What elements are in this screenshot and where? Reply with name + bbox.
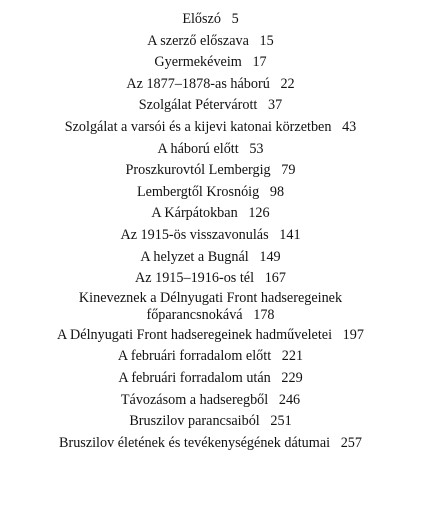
toc-entry-title: A szerző előszava xyxy=(147,32,249,49)
toc-entry-title: Bruszilov parancsaiból xyxy=(129,413,260,430)
toc-entry-page: 229 xyxy=(281,369,303,386)
table-of-contents xyxy=(0,9,421,454)
toc-entry xyxy=(0,268,421,290)
toc-entry-page: 5 xyxy=(231,11,239,27)
toc-entry xyxy=(0,74,421,96)
toc-entry xyxy=(0,390,421,412)
toc-entry-title: A februári forradalom után xyxy=(118,369,271,386)
toc-entry-title-line2: főparancsnokává xyxy=(146,306,243,323)
toc-entry-title: A háború előtt xyxy=(157,140,239,157)
toc-entry xyxy=(0,117,421,139)
toc-entry xyxy=(0,203,421,225)
toc-entry-title: Lembergtől Krosnóig xyxy=(136,183,260,200)
toc-entry-page: 37 xyxy=(268,97,283,114)
toc-entry xyxy=(0,325,421,347)
toc-entry xyxy=(0,95,421,117)
toc-entry-page: 221 xyxy=(281,348,304,365)
toc-entry-page: 43 xyxy=(342,118,357,135)
toc-entry xyxy=(0,52,421,74)
toc-entry-page: 22 xyxy=(280,75,295,92)
toc-entry-title: Bruszilov életének és tevékenységének dátumai xyxy=(59,434,331,451)
toc-entry xyxy=(0,433,421,455)
toc-entry-page: 53 xyxy=(249,140,264,157)
toc-entry-page: 251 xyxy=(270,413,292,430)
toc-entry-title: Proszkurovtól Lembergig xyxy=(125,162,271,179)
toc-entry-page: 17 xyxy=(252,54,267,71)
toc-entry-title: Távozásom a hadseregből xyxy=(120,391,269,408)
toc-entry-title: A februári forradalom előtt xyxy=(117,348,272,365)
toc-entry-page: 246 xyxy=(278,391,301,408)
toc-entry-page: 126 xyxy=(248,205,270,222)
toc-entry-title: Az 1877–1878-as háború xyxy=(126,75,270,92)
toc-entry xyxy=(0,160,421,182)
toc-entry xyxy=(0,247,421,269)
toc-entry xyxy=(0,139,421,161)
toc-entry xyxy=(0,346,421,368)
toc-entry-title: Az 1915-ös visszavonulás xyxy=(120,226,269,243)
toc-entry-page: 167 xyxy=(264,270,286,287)
toc-entry xyxy=(0,182,421,204)
toc-entry-page: 149 xyxy=(259,248,281,265)
toc-entry-page: 79 xyxy=(281,162,296,179)
toc-entry-page: 178 xyxy=(253,306,275,323)
toc-entry-page: 98 xyxy=(269,183,285,200)
toc-entry-page: 141 xyxy=(279,226,301,243)
toc-entry xyxy=(0,9,421,31)
toc-entry-title: Gyermekéveim xyxy=(154,54,242,71)
toc-entry-title: A Délnyugati Front hadseregeinek hadműveletei xyxy=(57,326,333,343)
toc-entry-title: A helyzet a Bugnál xyxy=(140,248,249,265)
toc-entry-title: A Kárpátokban xyxy=(151,205,238,222)
toc-entry xyxy=(0,368,421,390)
toc-entry-title: Kineveznek a Délnyugati Front hadseregeinek xyxy=(78,289,343,306)
toc-entry-title: Előszó xyxy=(182,11,221,27)
toc-entry xyxy=(0,225,421,247)
toc-entry xyxy=(0,31,421,53)
toc-entry-title: Szolgálat Pétervárott xyxy=(138,97,258,114)
toc-entry-page: 15 xyxy=(259,32,274,49)
toc-entry xyxy=(0,290,421,325)
toc-entry-page: 197 xyxy=(342,326,364,343)
toc-entry xyxy=(0,411,421,433)
toc-entry-page: 257 xyxy=(340,434,362,451)
toc-entry-title: Az 1915–1916-os tél xyxy=(135,270,255,287)
toc-entry-title: Szolgálat a varsói és a kijevi katonai körzetben xyxy=(64,118,332,135)
